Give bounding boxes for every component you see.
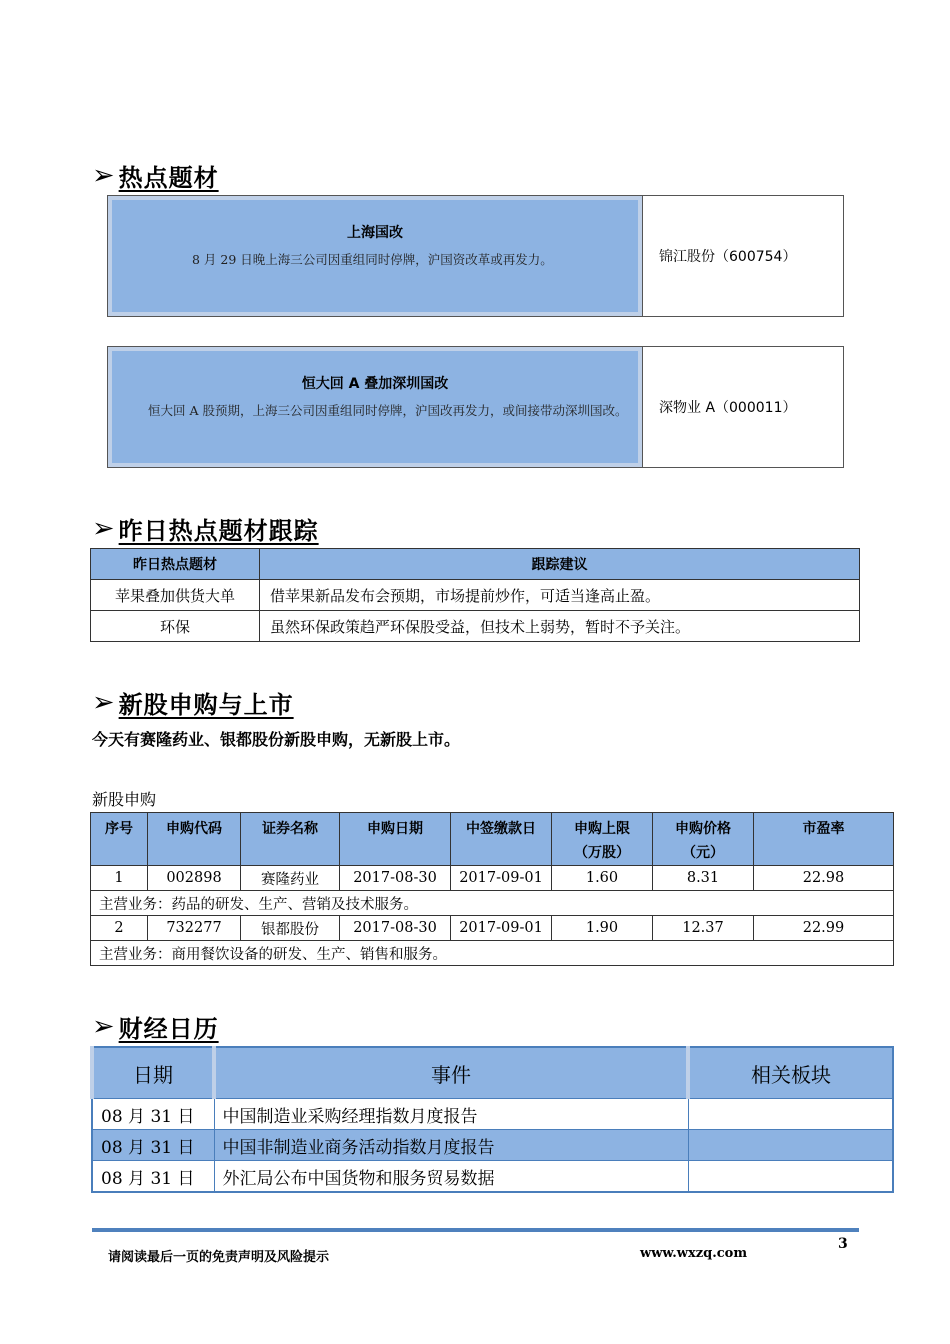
ipo-cell: 1.60: [552, 866, 653, 891]
ipo-business: 主营业务：商用餐饮设备的研发、生产、销售和服务。: [91, 941, 894, 966]
ipo-cell: 8.31: [653, 866, 754, 891]
ipo-business: 主营业务：药品的研发、生产、营销及技术服务。: [91, 891, 894, 916]
calendar-event: 中国非制造业商务活动指数月度报告: [214, 1130, 688, 1161]
calendar-event: 中国制造业采购经理指数月度报告: [214, 1099, 688, 1130]
track-table: [90, 548, 860, 642]
topic-title: 恒大回 A 叠加深圳国改: [301, 376, 449, 392]
calendar-date: 08 月 31 日: [92, 1161, 214, 1193]
ipo-cell: 22.99: [754, 916, 894, 941]
ipo-cell: 1: [91, 866, 148, 891]
ipo-cell: 1.90: [552, 916, 653, 941]
page-number: 3: [838, 1236, 848, 1252]
topic-stock: 锦江股份（600754）: [642, 196, 843, 316]
topic-desc: 8 月 29 日晚上海三公司因重组同时停牌，沪国资改革或再发力。: [192, 252, 553, 267]
ipo-cell: 银都股份: [241, 916, 340, 941]
ipo-header: 中签缴款日: [451, 813, 552, 866]
table-row: [91, 866, 894, 891]
track-advice: 虽然环保政策趋严环保股受益，但技术上弱势，暂时不予关注。: [260, 611, 860, 642]
ipo-cell: 赛隆药业: [241, 866, 340, 891]
calendar-header: 相关板块: [688, 1047, 893, 1099]
ipo-cell: 002898: [148, 866, 241, 891]
table-row: [92, 1161, 893, 1193]
section-heading-ipo: [92, 685, 294, 720]
table-row: [91, 611, 860, 642]
ipo-subtitle: 新股申购: [92, 790, 157, 809]
calendar-date: 08 月 31 日: [92, 1099, 214, 1130]
section-title: 新股申购与上市: [118, 691, 294, 719]
track-advice: 借苹果新品发布会预期，市场提前炒作，可适当逢高止盈。: [260, 580, 860, 611]
topic-title: 上海国改: [347, 225, 403, 241]
ipo-cell: 12.37: [653, 916, 754, 941]
track-header: 跟踪建议: [260, 549, 860, 580]
ipo-cell: 2: [91, 916, 148, 941]
topic-box: [107, 346, 844, 468]
track-topic: 苹果叠加供货大单: [91, 580, 260, 611]
section-title: 昨日热点题材跟踪: [118, 517, 319, 545]
ipo-header: 申购代码: [148, 813, 241, 866]
topic-content: [108, 196, 642, 316]
section-heading-track: [92, 511, 319, 546]
arrow-icon: ➢: [92, 1011, 115, 1042]
ipo-table: [90, 812, 894, 966]
track-header: 昨日热点题材: [91, 549, 260, 580]
table-row: [92, 1130, 893, 1161]
topic-box: [107, 195, 844, 317]
ipo-header: 市盈率: [754, 813, 894, 866]
topic-stock: 深物业 A（000011）: [642, 347, 843, 467]
footer-website: www.wxzq.com: [640, 1246, 748, 1261]
section-heading-calendar: [92, 1009, 219, 1044]
section-title: 热点题材: [118, 164, 219, 192]
table-row: [92, 1099, 893, 1130]
calendar-sector: [688, 1099, 893, 1130]
ipo-cell: 2017-09-01: [451, 866, 552, 891]
calendar-date: 08 月 31 日: [92, 1130, 214, 1161]
ipo-cell: 2017-08-30: [340, 866, 451, 891]
section-heading-hot: [92, 158, 219, 193]
ipo-header: 序号: [91, 813, 148, 866]
section-title: 财经日历: [118, 1015, 219, 1043]
ipo-cell: 22.98: [754, 866, 894, 891]
footer-divider: [92, 1228, 859, 1232]
ipo-header: 证券名称: [241, 813, 340, 866]
calendar-table: [90, 1046, 894, 1193]
topic-content: [108, 347, 642, 467]
calendar-sector: [688, 1130, 893, 1161]
arrow-icon: ➢: [92, 160, 115, 191]
ipo-cell: 2017-09-01: [451, 916, 552, 941]
footer-disclaimer: 请阅读最后一页的免责声明及风险提示: [108, 1250, 330, 1265]
table-row: [91, 891, 894, 916]
track-topic: 环保: [91, 611, 260, 642]
ipo-header: 申购价格 （元）: [653, 813, 754, 866]
table-row: [91, 580, 860, 611]
ipo-summary: 今天有赛隆药业、银都股份新股申购，无新股上市。: [92, 730, 461, 749]
calendar-event: 外汇局公布中国货物和服务贸易数据: [214, 1161, 688, 1193]
topic-desc: 恒大回 A 股预期，上海三公司因重组同时停牌，沪国改再发力，或间接带动深圳国改。: [148, 403, 628, 418]
calendar-sector: [688, 1161, 893, 1193]
calendar-header: 事件: [214, 1047, 688, 1099]
ipo-header: 申购日期: [340, 813, 451, 866]
arrow-icon: ➢: [92, 687, 115, 718]
ipo-header: 申购上限 （万股）: [552, 813, 653, 866]
table-row: [91, 941, 894, 966]
calendar-header: 日期: [92, 1047, 214, 1099]
table-row: [91, 916, 894, 941]
arrow-icon: ➢: [92, 513, 115, 544]
ipo-cell: 732277: [148, 916, 241, 941]
ipo-cell: 2017-08-30: [340, 916, 451, 941]
